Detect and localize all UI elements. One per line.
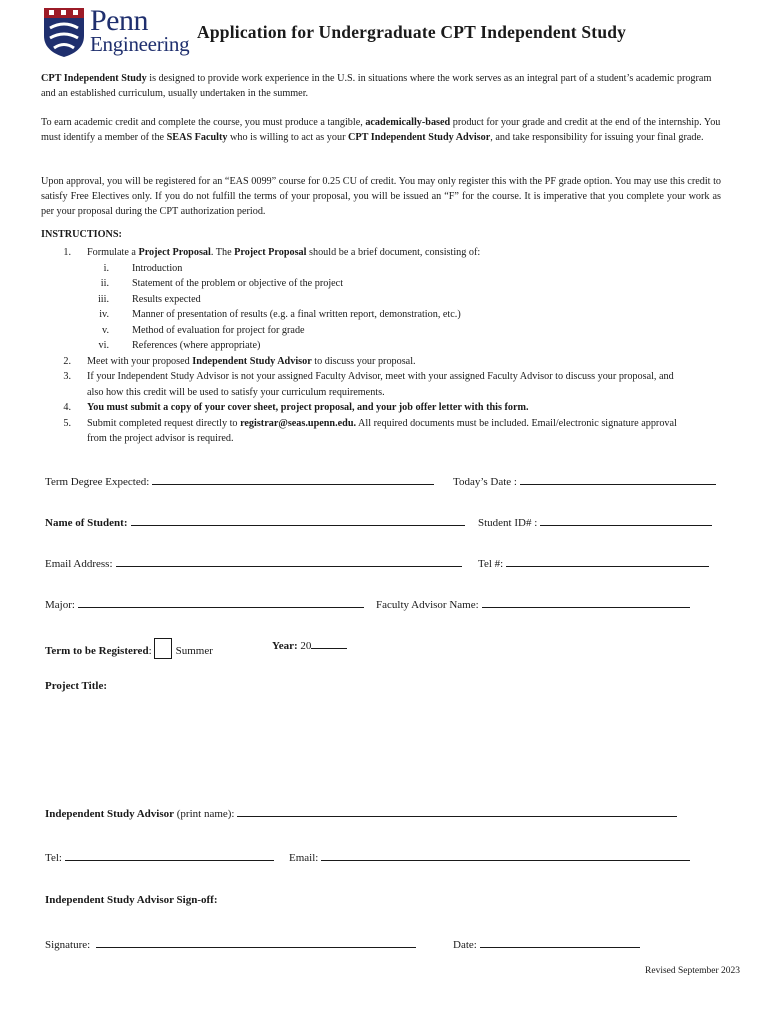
year-input[interactable]: [311, 638, 347, 649]
logo-penn-text: Penn: [90, 4, 148, 37]
year-label: Year:: [272, 640, 298, 652]
intro-p2-text-a: To earn academic credit and complete the course, you must produce a tangible,: [41, 117, 366, 128]
item1-text-e: should be a brief document, consisting of:: [306, 247, 481, 258]
sub-item-number: i.: [103, 262, 109, 274]
advisor-tel-input[interactable]: [65, 850, 274, 861]
item2-bold-b: Independent Study Advisor: [192, 355, 312, 367]
email-field: [45, 556, 462, 570]
advisor-label: Independent Study Advisor: [45, 808, 174, 820]
advisor-name-input[interactable]: [237, 806, 677, 817]
sub-item: [41, 292, 721, 308]
advisor-signoff-label: Independent Study Advisor Sign-off:: [45, 894, 218, 906]
intro-paragraph-3: Upon approval, you will be registered for an “EAS 0099” course for 0.25 CU of credit. You may only register this with the PF grade option. You may use this credit to satisfy Free Electives only. If you do not fulfill the terms of your proposal, you will be issued an “F” for the course. It is imperative that you complete your work as per your proposal during the CPT authorization period.: [41, 176, 721, 217]
intro-p2-bold-b: academically-based: [365, 117, 451, 128]
major-input[interactable]: [78, 597, 364, 608]
intro-paragraph-1: [41, 71, 721, 101]
tel-input[interactable]: [506, 556, 709, 567]
major-field: [45, 597, 364, 611]
item-number: 4.: [63, 402, 71, 413]
intro-p2-text-g: , and take responsibility for issuing your final grade.: [490, 132, 704, 143]
todays-date-input[interactable]: [520, 474, 716, 485]
term-degree-field: [45, 474, 434, 488]
faculty-advisor-label: Faculty Advisor Name:: [376, 599, 479, 611]
logo-engineering-text: Engineering: [90, 32, 190, 56]
advisor-sub-label: (print name):: [174, 808, 235, 820]
intro-paragraph-2: [41, 115, 721, 145]
term-degree-input[interactable]: [152, 474, 434, 485]
logo-wordmark: [90, 6, 189, 55]
year-field: [272, 638, 347, 652]
item1-bold-b: Project Proposal: [138, 247, 211, 258]
student-id-field: [478, 515, 712, 529]
advisor-tel-field: [45, 850, 274, 864]
advisor-tel-label: Tel:: [45, 852, 62, 864]
sub-item-number: vi.: [98, 340, 109, 351]
instructions-heading: INSTRUCTIONS:: [41, 229, 122, 240]
advisor-email-label: Email:: [289, 852, 319, 864]
term-registered-colon: :: [148, 645, 152, 657]
item-number: 3.: [63, 371, 71, 382]
sub-item-text: References (where appropriate): [132, 340, 261, 351]
date-input[interactable]: [480, 937, 640, 948]
item4-text: You must submit a copy of your cover sheet, project proposal, and your job offer letter with this form.: [87, 402, 529, 413]
item2-text-a: Meet with your proposed: [87, 355, 193, 367]
sub-item: [41, 338, 721, 354]
item-number: 5.: [63, 417, 71, 429]
date-field: [453, 937, 640, 951]
sub-item: [41, 276, 721, 292]
faculty-advisor-input[interactable]: [482, 597, 690, 608]
email-label: Email Address:: [45, 558, 113, 570]
student-id-label: Student ID# :: [478, 517, 538, 529]
student-name-input[interactable]: [131, 515, 465, 526]
faculty-advisor-field: [376, 597, 690, 611]
instructions-list: [41, 245, 721, 447]
instruction-item-3: [41, 369, 721, 400]
revised-note: Revised September 2023: [645, 966, 740, 976]
item1-text-a: Formulate a: [87, 247, 139, 258]
date-label: Date:: [453, 939, 477, 951]
registrar-email[interactable]: registrar@seas.upenn.edu.: [240, 417, 357, 429]
instruction-item-4: [41, 400, 721, 416]
term-registered-field: [45, 638, 213, 659]
sub-item-text: Results expected: [132, 293, 201, 305]
term-degree-label: Term Degree Expected:: [45, 476, 150, 488]
sub-item-text: Statement of the problem or objective of the project: [132, 278, 344, 289]
tel-label: Tel #:: [478, 558, 504, 570]
intro-p2-text-e: who is willing to act as your: [227, 132, 349, 143]
sub-item-number: v.: [102, 324, 109, 336]
year-prefix: 20: [300, 640, 312, 652]
student-id-input[interactable]: [540, 515, 712, 526]
signature-label: Signature:: [45, 939, 91, 951]
todays-date-label: Today’s Date :: [453, 476, 517, 488]
student-name-field: [45, 515, 465, 529]
project-title-area[interactable]: [45, 700, 725, 790]
term-registered-label: Term to be Registered: [45, 645, 149, 657]
summer-label: Summer: [175, 645, 213, 657]
penn-shield-icon: [42, 6, 86, 58]
sub-item-text: Manner of presentation of results (e.g. a final written report, demonstration, etc.): [132, 309, 461, 320]
item-number: 2.: [63, 355, 71, 367]
intro-p2-bold-d: SEAS Faculty: [166, 132, 228, 143]
sub-item-text: Introduction: [132, 262, 183, 274]
intro-p2-text-c: product for your grade and credit at the end of the internship. You must identify a member of the: [41, 117, 721, 143]
signature-field: [45, 937, 416, 951]
sub-item-text: Method of evaluation for project for grade: [132, 324, 305, 336]
instruction-item-2: [41, 354, 721, 370]
todays-date-field: [453, 474, 716, 488]
intro-p1-text: is designed to provide work experience in the U.S. in situations where the work serves as an integral part of a student’s academic program and an established curriculum, usually undertaken in the summer.: [41, 73, 712, 99]
sub-item: [41, 261, 721, 277]
tel-field: [478, 556, 709, 570]
instruction-item-1: [41, 245, 721, 261]
item5-text-a: Submit completed request directly to: [87, 417, 241, 429]
student-name-label: Name of Student:: [45, 517, 128, 529]
item3-text: If your Independent Study Advisor is not your assigned Faculty Advisor, meet with your assigned Faculty Advisor to discuss your proposal, and also how this credit will be used to satisfy your curriculum requirements.: [87, 371, 674, 398]
sub-item-number: iv.: [99, 309, 109, 320]
advisor-email-input[interactable]: [321, 850, 690, 861]
instruction-item-5: [41, 416, 721, 447]
sub-item-number: iii.: [97, 293, 109, 305]
project-title-label: Project Title:: [45, 680, 108, 692]
summer-checkbox[interactable]: [154, 638, 172, 659]
signature-input[interactable]: [96, 937, 416, 948]
item1-text-c: . The: [210, 247, 235, 258]
email-input[interactable]: [116, 556, 462, 567]
item5-text-c: All required documents must be included. Email/electronic signature approval from the project advisor is required.: [87, 417, 677, 444]
item1-bold-d: Project Proposal: [234, 247, 307, 258]
advisor-email-field: [289, 850, 690, 864]
sub-item-number: ii.: [100, 278, 109, 289]
sub-item: [41, 323, 721, 339]
intro-p2-bold-f: CPT Independent Study Advisor: [348, 132, 491, 143]
cpt-term: CPT Independent Study: [41, 73, 147, 84]
sub-item: [41, 307, 721, 323]
major-label: Major:: [45, 599, 75, 611]
item2-text-c: to discuss your proposal.: [311, 355, 416, 367]
item-number: 1.: [63, 247, 71, 258]
advisor-name-field: [45, 806, 677, 820]
page-title: Application for Undergraduate CPT Independent Study: [197, 22, 627, 42]
